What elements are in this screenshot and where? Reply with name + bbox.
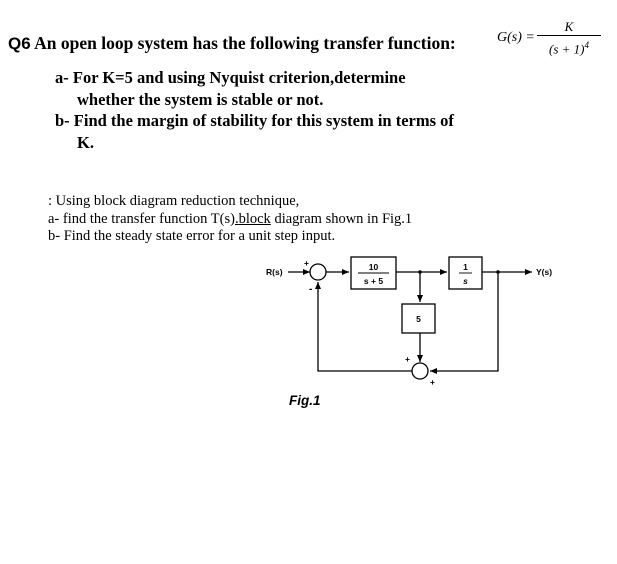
tf-denominator-base: (s + 1) <box>549 41 585 57</box>
part-b-line2: K. <box>77 133 94 152</box>
part-a-line1: a- For K=5 and using Nyquist criterion,determine <box>55 68 406 87</box>
takeoff-point-output <box>496 270 500 274</box>
question-text: An open loop system has the following transfer function: <box>34 33 456 53</box>
question-number: Q6 <box>8 34 31 53</box>
summing-junction-2 <box>412 363 428 379</box>
sum2-plus-sign-right: + <box>430 377 435 387</box>
sum1-minus-sign: - <box>309 284 313 295</box>
part-a-prefix: a- find the transfer function T(s) <box>48 211 235 227</box>
block2-numerator: 1 <box>463 262 468 272</box>
gs-label: G(s) = <box>497 30 535 45</box>
block1-denominator: s + 5 <box>363 276 384 286</box>
block2-denominator: s <box>463 276 468 286</box>
input-label: R(s) <box>266 267 283 277</box>
feedback-to-sum1-path <box>318 282 412 371</box>
block1-numerator: 10 <box>368 262 379 272</box>
figure-caption: Fig.1 <box>289 393 321 408</box>
tf-numerator: K <box>564 19 574 34</box>
summing-junction-1 <box>310 264 326 280</box>
block3-gain: 5 <box>416 314 421 324</box>
part-a-suffix: diagram shown in Fig.1 <box>270 211 413 227</box>
output-label: Y(s) <box>536 267 553 277</box>
part-a-line2: whether the system is stable or not. <box>77 90 324 109</box>
block-problem-intro: : Using block diagram reduction technique, <box>48 193 300 209</box>
takeoff-point-block3 <box>418 270 422 274</box>
sum2-plus-sign-top: + <box>405 354 410 364</box>
tf-exponent: 4 <box>584 40 589 50</box>
part-a-underlined: .block <box>234 211 271 227</box>
block-problem-part-b: b- Find the steady state error for a unit step input. <box>48 228 336 244</box>
sum1-plus-sign: + <box>304 258 309 268</box>
part-b-line1: b- Find the margin of stability for this system in terms of <box>55 111 454 130</box>
